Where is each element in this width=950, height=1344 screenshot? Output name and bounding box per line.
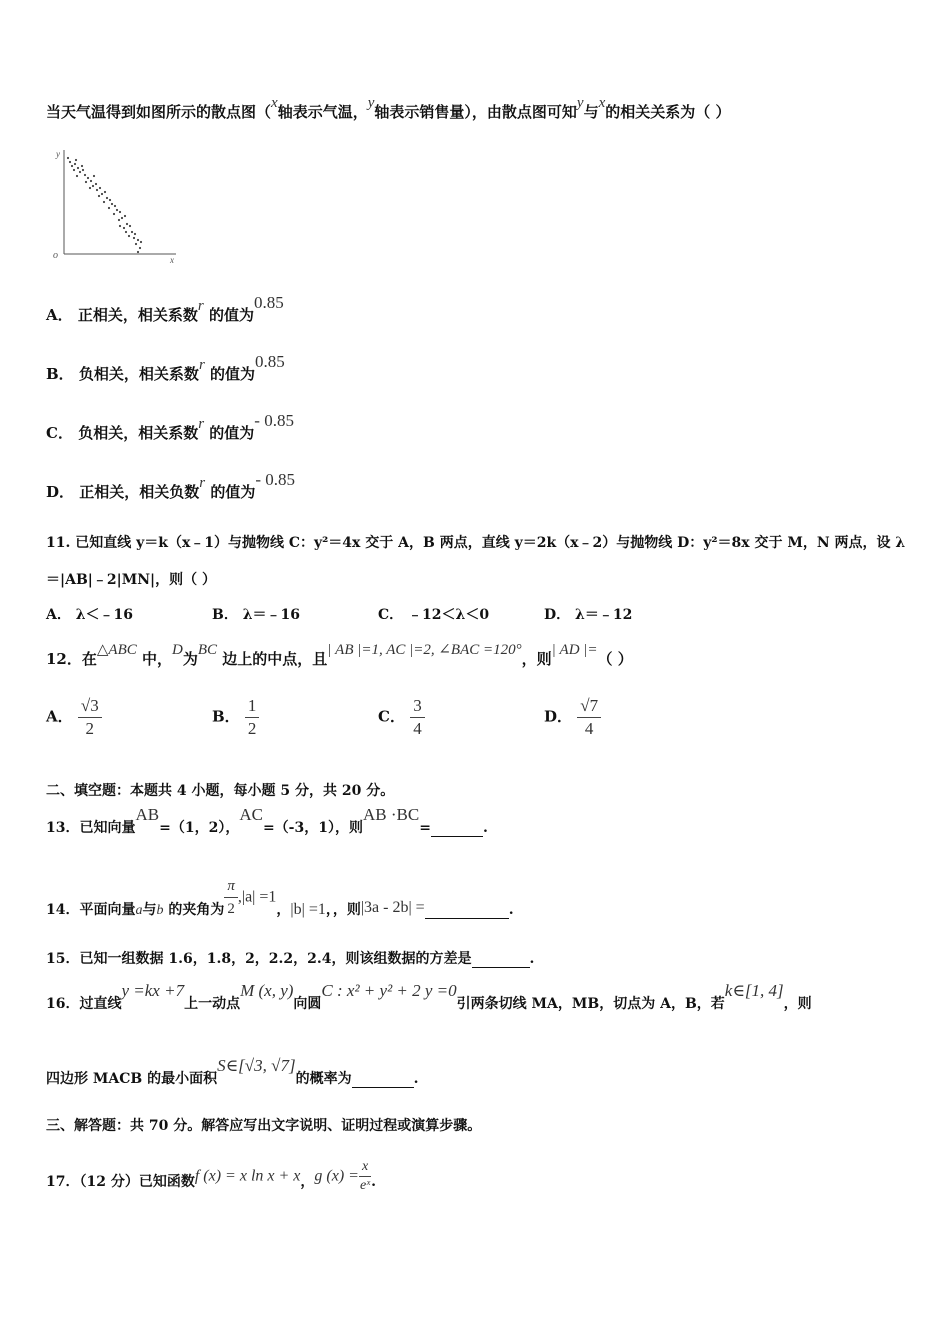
fraction-denominator: 4 xyxy=(584,719,594,738)
q12-option-b xyxy=(212,695,378,740)
scatter-point xyxy=(118,219,120,221)
scatter-point xyxy=(104,191,106,193)
q13-text: =（1，2）， xyxy=(159,820,240,836)
q14-text: ，，则 xyxy=(325,901,361,918)
option-letter: D． xyxy=(544,707,573,726)
q16-text: 四边形 MACB 的最小面积 xyxy=(46,1071,218,1087)
scatter-point xyxy=(114,205,116,207)
math-x: x xyxy=(271,95,278,111)
scatter-point xyxy=(111,203,113,205)
option-text: 的值为 xyxy=(210,483,256,501)
math-x: x xyxy=(598,95,606,111)
q11-option-b: B． λ＝﹣16 xyxy=(212,607,301,623)
fraction-denominator: eˣ xyxy=(359,1178,371,1193)
scatter-point xyxy=(134,233,136,235)
q10-option-c xyxy=(46,411,294,443)
math-r: r xyxy=(198,416,205,432)
math-expression: |3a - 2b| = xyxy=(360,898,425,916)
q12-options xyxy=(46,695,601,740)
scatter-point xyxy=(121,217,123,219)
scatter-point xyxy=(79,171,81,173)
math-r: r xyxy=(197,298,204,314)
option-text: 正相关，相关负数 xyxy=(79,483,200,501)
math-condition: | AB |=1, AC |=2, ∠BAC =120° xyxy=(327,642,522,658)
math-y: y xyxy=(576,95,584,111)
scatter-point xyxy=(116,209,118,211)
scatter-point xyxy=(90,180,92,182)
math-b: b xyxy=(156,902,164,918)
q13-text: 13．已知向量 xyxy=(46,820,136,836)
q13-stem xyxy=(46,805,488,837)
option-value: 0.85 xyxy=(255,352,285,371)
scatter-point xyxy=(106,197,108,199)
q16-text: 上一动点 xyxy=(184,996,241,1012)
option-value: - 0.85 xyxy=(254,411,294,430)
q10-stem-text: 与 xyxy=(583,103,599,121)
option-text: 的值为 xyxy=(209,424,255,442)
fraction-numerator: √7 xyxy=(577,695,601,718)
math-bc: BC xyxy=(197,642,218,658)
math-vector-ab: AB xyxy=(135,805,160,824)
fraction-numerator: √3 xyxy=(78,695,102,718)
q14-text: 14．平面向量 xyxy=(46,901,136,918)
math-circle-equation: C : x² + y² + 2 y =0 xyxy=(321,981,457,1000)
scatter-point xyxy=(139,247,141,249)
scatter-point xyxy=(119,211,121,213)
scatter-plot-figure xyxy=(48,146,183,266)
q17-text: . xyxy=(371,1173,377,1190)
q11-stem-line1: 11. 已知直线 y＝k（x﹣1）与抛物线 C：y²＝4x 交于 A，B 两点，直线 y＝2k（x﹣2）与抛物线 D：y²＝8x 交于 M，N 两点，设 λ xyxy=(46,535,906,551)
scatter-point xyxy=(140,241,142,243)
math-function-f: f (x) = x ln x + x xyxy=(194,1167,301,1185)
scatter-point xyxy=(99,187,101,189)
q16-text: 16．过直线 xyxy=(46,996,122,1012)
q11-option-d: D． λ＝﹣12 xyxy=(544,607,633,623)
scatter-point xyxy=(96,189,98,191)
q12-option-d xyxy=(544,695,601,740)
q16-text: . xyxy=(413,1071,419,1087)
scatter-point xyxy=(126,223,128,225)
scatter-point xyxy=(69,161,71,163)
scatter-point xyxy=(133,237,135,239)
answer-blank[interactable] xyxy=(472,951,530,968)
q13-text: = xyxy=(419,820,431,836)
scatter-point xyxy=(95,183,97,185)
q10-stem-text: 的相关关系为（ ） xyxy=(605,103,731,121)
q12-text: 中， xyxy=(141,650,172,668)
option-text: 的值为 xyxy=(210,365,256,383)
q14-text: ， xyxy=(276,901,291,918)
q16-stem-line1 xyxy=(46,981,812,1013)
q10-option-a xyxy=(46,293,284,325)
fraction-numerator: 3 xyxy=(410,695,425,718)
q10-stem-text: 轴表示气温， xyxy=(277,103,368,121)
q10-stem-text: 当天气温得到如图所示的散点图（ xyxy=(46,103,272,121)
q17-text: 17．（12 分）已知函数 xyxy=(46,1173,195,1190)
scatter-point xyxy=(87,177,89,179)
scatter-point xyxy=(85,181,87,183)
option-text: 的值为 xyxy=(208,306,254,324)
fraction-denominator: 2 xyxy=(85,719,95,738)
math-norm-a: ,|a| =1 xyxy=(237,888,277,906)
q10-stem-text: 轴表示销售量），由散点图可知 xyxy=(374,103,577,121)
scatter-point xyxy=(73,169,75,171)
math-norm-b: |b| =1 xyxy=(290,900,326,918)
answer-blank[interactable] xyxy=(425,902,509,919)
q12-text: ，则 xyxy=(521,650,552,668)
q11-stem-line2: ＝|AB|﹣2|MN|，则（ ） xyxy=(46,572,216,588)
scatter-point xyxy=(77,167,79,169)
q12-option-c xyxy=(378,695,544,740)
scatter-point xyxy=(82,169,84,171)
scatter-point xyxy=(137,251,139,253)
q12-stem xyxy=(46,642,633,669)
fraction-denominator: 4 xyxy=(413,719,422,738)
option-text: 负相关，相关系数 xyxy=(78,424,199,442)
scatter-point xyxy=(128,235,130,237)
answer-blank[interactable] xyxy=(431,820,483,837)
math-function-g: g (x) = xyxy=(314,1167,359,1185)
fraction-numerator: 1 xyxy=(245,695,260,718)
scatter-point xyxy=(135,243,137,245)
fraction xyxy=(78,695,102,740)
q15-text: . xyxy=(529,951,535,967)
option-letter: C． xyxy=(46,424,73,442)
scatter-point xyxy=(113,213,115,215)
q14-text: 的夹角为 xyxy=(168,901,225,918)
math-triangle-abc: △ABC xyxy=(96,642,137,658)
scatter-point xyxy=(123,227,125,229)
scatter-point xyxy=(74,163,76,165)
math-d: D xyxy=(172,642,183,658)
q10-option-b xyxy=(46,352,285,384)
q15-stem xyxy=(46,948,534,968)
q10-stem xyxy=(46,95,731,122)
answer-blank[interactable] xyxy=(352,1071,414,1088)
q13-text: =（-3，1），则 xyxy=(262,820,363,836)
scatter-point xyxy=(76,175,78,177)
math-a: a xyxy=(135,902,143,918)
fraction xyxy=(410,695,425,740)
scatter-point xyxy=(71,165,73,167)
q13-text: . xyxy=(482,820,488,836)
option-value: - 0.85 xyxy=(255,470,296,489)
math-s-range: S∈[√3, √7] xyxy=(217,1056,296,1075)
scatter-point xyxy=(137,239,139,241)
scatter-point xyxy=(103,201,105,203)
q12-text: 边上的中点，且 xyxy=(222,650,328,668)
math-dot-product: AB ·BC xyxy=(362,805,420,824)
q16-text: 的概率为 xyxy=(295,1071,352,1087)
fraction-pi-over-2 xyxy=(224,875,238,920)
scatter-point xyxy=(124,215,126,217)
scatter-point xyxy=(109,199,111,201)
origin-label: o xyxy=(53,250,58,261)
scatter-point xyxy=(89,187,91,189)
q17-stem xyxy=(46,1158,376,1195)
q16-text: 向圆 xyxy=(293,996,322,1012)
q11-option-c: C． ﹣12＜λ＜0 xyxy=(378,607,490,623)
q15-text: 15．已知一组数据 1.6，1.8，2，2.2，2.4，则该组数据的方差是 xyxy=(46,951,472,967)
scatter-point xyxy=(108,207,110,209)
math-ad: | AD |= xyxy=(551,642,598,658)
option-text: 负相关，相关系数 xyxy=(78,365,199,383)
scatter-point xyxy=(84,174,86,176)
scatter-point xyxy=(75,159,77,161)
option-letter: A． xyxy=(46,306,73,324)
scatter-point xyxy=(98,195,100,197)
q12-number: 12．在 xyxy=(46,650,97,668)
scatter-point xyxy=(129,225,131,227)
scatter-point xyxy=(131,231,133,233)
scatter-points xyxy=(67,157,142,253)
scatter-point xyxy=(93,175,95,177)
option-value: 0.85 xyxy=(253,293,284,312)
section-heading-solutions: 三、解答题：共 70 分。解答应写出文字说明、证明过程或演算步骤。 xyxy=(46,1118,482,1134)
q10-option-d xyxy=(46,470,296,502)
math-line-equation: y =kx +7 xyxy=(121,981,185,1000)
fraction xyxy=(577,695,601,740)
fraction-denominator: 2 xyxy=(227,901,235,917)
math-r: r xyxy=(198,357,205,373)
q12-text: 为 xyxy=(182,650,198,668)
section-heading-fill-in: 二、填空题：本题共 4 小题，每小题 5 分，共 20 分。 xyxy=(46,783,395,799)
q14-text: 与 xyxy=(142,901,157,918)
fraction-denominator: 2 xyxy=(247,719,257,738)
option-text: 正相关，相关系数 xyxy=(77,306,198,324)
scatter-point xyxy=(101,193,103,195)
fraction-x-over-ex xyxy=(359,1158,371,1195)
scatter-point xyxy=(119,225,121,227)
option-letter: B． xyxy=(212,707,240,726)
q11-option-a: A． λ＜﹣16 xyxy=(46,607,134,623)
q14-text: . xyxy=(508,901,514,918)
scatter-point xyxy=(92,185,94,187)
scatter-point xyxy=(67,157,69,159)
scatter-point xyxy=(125,231,127,233)
q16-text: 引两条切线 MA，MB，切点为 A，B，若 xyxy=(456,996,725,1012)
math-r: r xyxy=(199,475,206,491)
q11-options xyxy=(46,604,632,624)
scatter-point xyxy=(81,165,83,167)
fraction-numerator: π xyxy=(224,875,238,898)
fraction-numerator: x xyxy=(359,1158,371,1177)
math-y: y xyxy=(367,95,375,111)
fraction xyxy=(245,695,260,740)
math-k-range: k∈[1, 4] xyxy=(724,981,784,1000)
q16-stem-line2 xyxy=(46,1056,419,1088)
q12-option-a xyxy=(46,695,212,740)
q17-text: ， xyxy=(300,1173,315,1190)
y-axis-label: y xyxy=(56,149,60,159)
option-letter: B． xyxy=(46,365,74,383)
option-letter: A． xyxy=(46,707,73,726)
q12-text: （ ） xyxy=(597,650,633,668)
option-letter: D． xyxy=(46,483,75,501)
x-axis-label: x xyxy=(170,255,174,265)
math-point-m: M (x, y) xyxy=(240,981,294,1000)
option-letter: C． xyxy=(378,707,405,726)
math-vector-ac: AC xyxy=(239,805,263,824)
q16-text: ，则 xyxy=(783,996,812,1012)
q14-stem xyxy=(46,875,514,920)
